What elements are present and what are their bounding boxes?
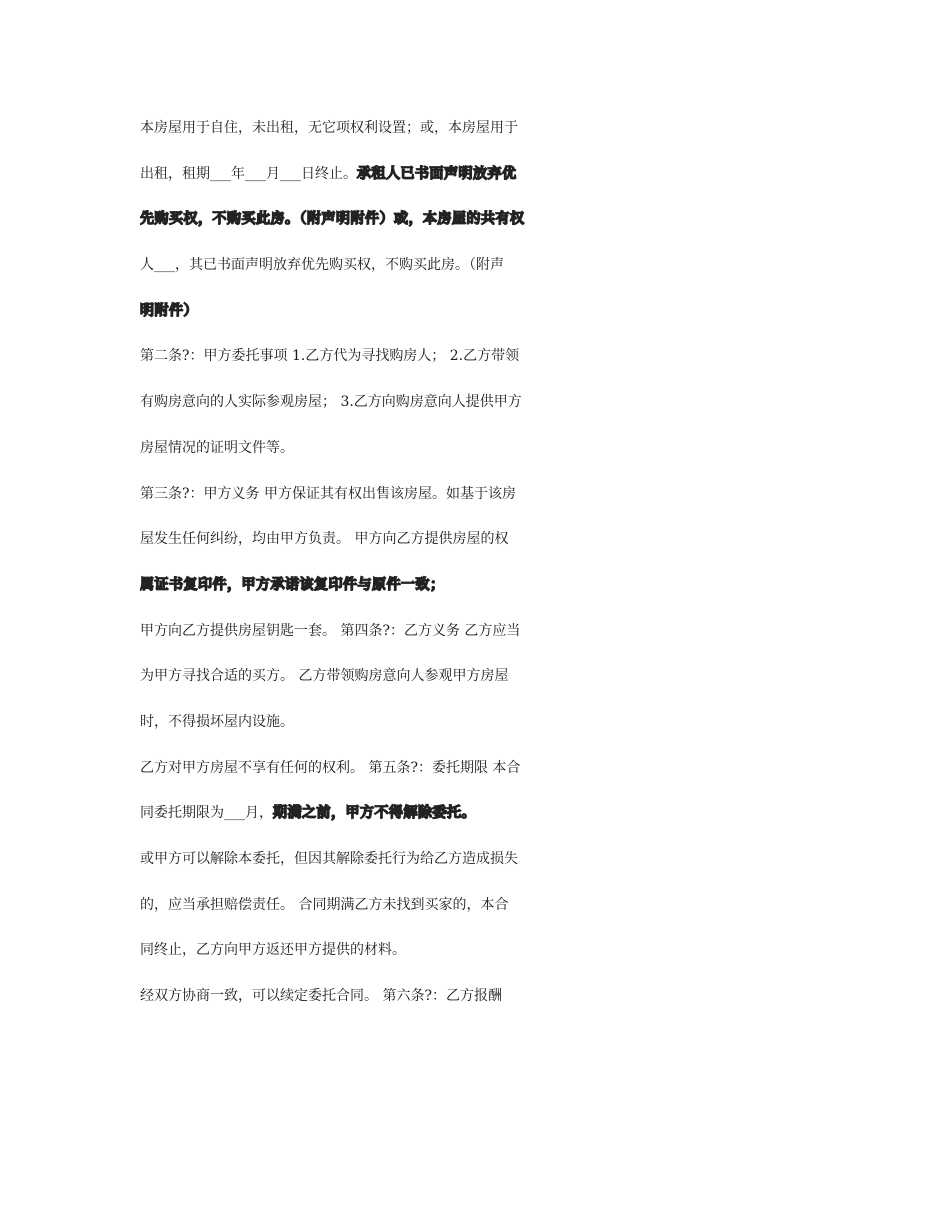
text-segment: 人___，其已书面声明放弃优先购买权，不购买此房。（附声 [140,257,504,274]
text-line [140,289,830,335]
text-segment: 为甲方寻找合适的买方。 乙方带领购房意向人参观甲方房屋 [140,668,509,685]
text-line [140,746,830,792]
text-line [140,380,830,426]
text-line [140,563,830,609]
text-line [140,426,830,472]
text-line [140,472,830,518]
text-line [140,928,830,974]
text-line [140,883,830,929]
text-line [140,654,830,700]
text-segment: 有购房意向的人实际参观房屋； 3.乙方向购房意向人提供甲方 [140,394,522,411]
text-line [140,197,830,243]
text-segment: 同终止，乙方向甲方返还甲方提供的材料。 [140,942,406,959]
text-line [140,334,830,380]
text-segment: 房屋情况的证明文件等。 [140,439,294,456]
text-line [140,517,830,563]
text-segment: 甲方向乙方提供房屋钥匙一套。 第四条?：乙方义务 乙方应当 [140,622,521,639]
text-line [140,243,830,289]
text-line [140,152,830,198]
text-segment: 属证书复印件，甲方承诺该复印件与原件一致； [140,576,445,593]
text-segment: 的，应当承担赔偿责任。 合同期满乙方未找到买家的，本合 [140,896,509,913]
text-line [140,106,830,152]
text-segment: 或甲方可以解除本委托，但因其解除委托行为给乙方造成损失 [140,851,518,867]
text-segment: 乙方对甲方房屋不享有任何的权利。 第五条?：委托期限 本合 [140,759,521,776]
document-body [140,106,830,1020]
text-segment: 先购买权，不购买此房。（附声明附件）或，本房屋的共有权 [140,211,525,228]
text-segment: 第二条?：甲方委托事项 1.乙方代为寻找购房人； 2.乙方带领 [140,348,520,365]
text-segment: 第三条?：甲方义务 甲方保证其有权出售该房屋。如基于该房 [140,485,516,502]
text-line [140,974,830,1020]
text-line [140,791,830,837]
text-line [140,609,830,655]
text-segment: 承租人已书面声明放弃优 [357,165,517,182]
text-segment: 本房屋用于自住，未出租，无它项权利设置；或，本房屋用于 [140,120,518,136]
text-segment: 同委托期限为___月， [140,805,273,822]
text-segment: 出租，租期___年___月___日终止。 [140,165,357,182]
text-segment: 经双方协商一致，可以续定委托合同。 第六条?：乙方报酬 [140,988,502,1005]
text-segment: 期满之前，甲方不得解除委托。 [273,805,476,822]
text-line [140,700,830,746]
text-segment: 时，不得损坏屋内设施。 [140,713,294,730]
text-segment: 明附件） [140,302,198,319]
text-segment: 屋发生任何纠纷，均由甲方负责。 甲方向乙方提供房屋的权 [140,531,509,548]
text-line [140,837,830,883]
